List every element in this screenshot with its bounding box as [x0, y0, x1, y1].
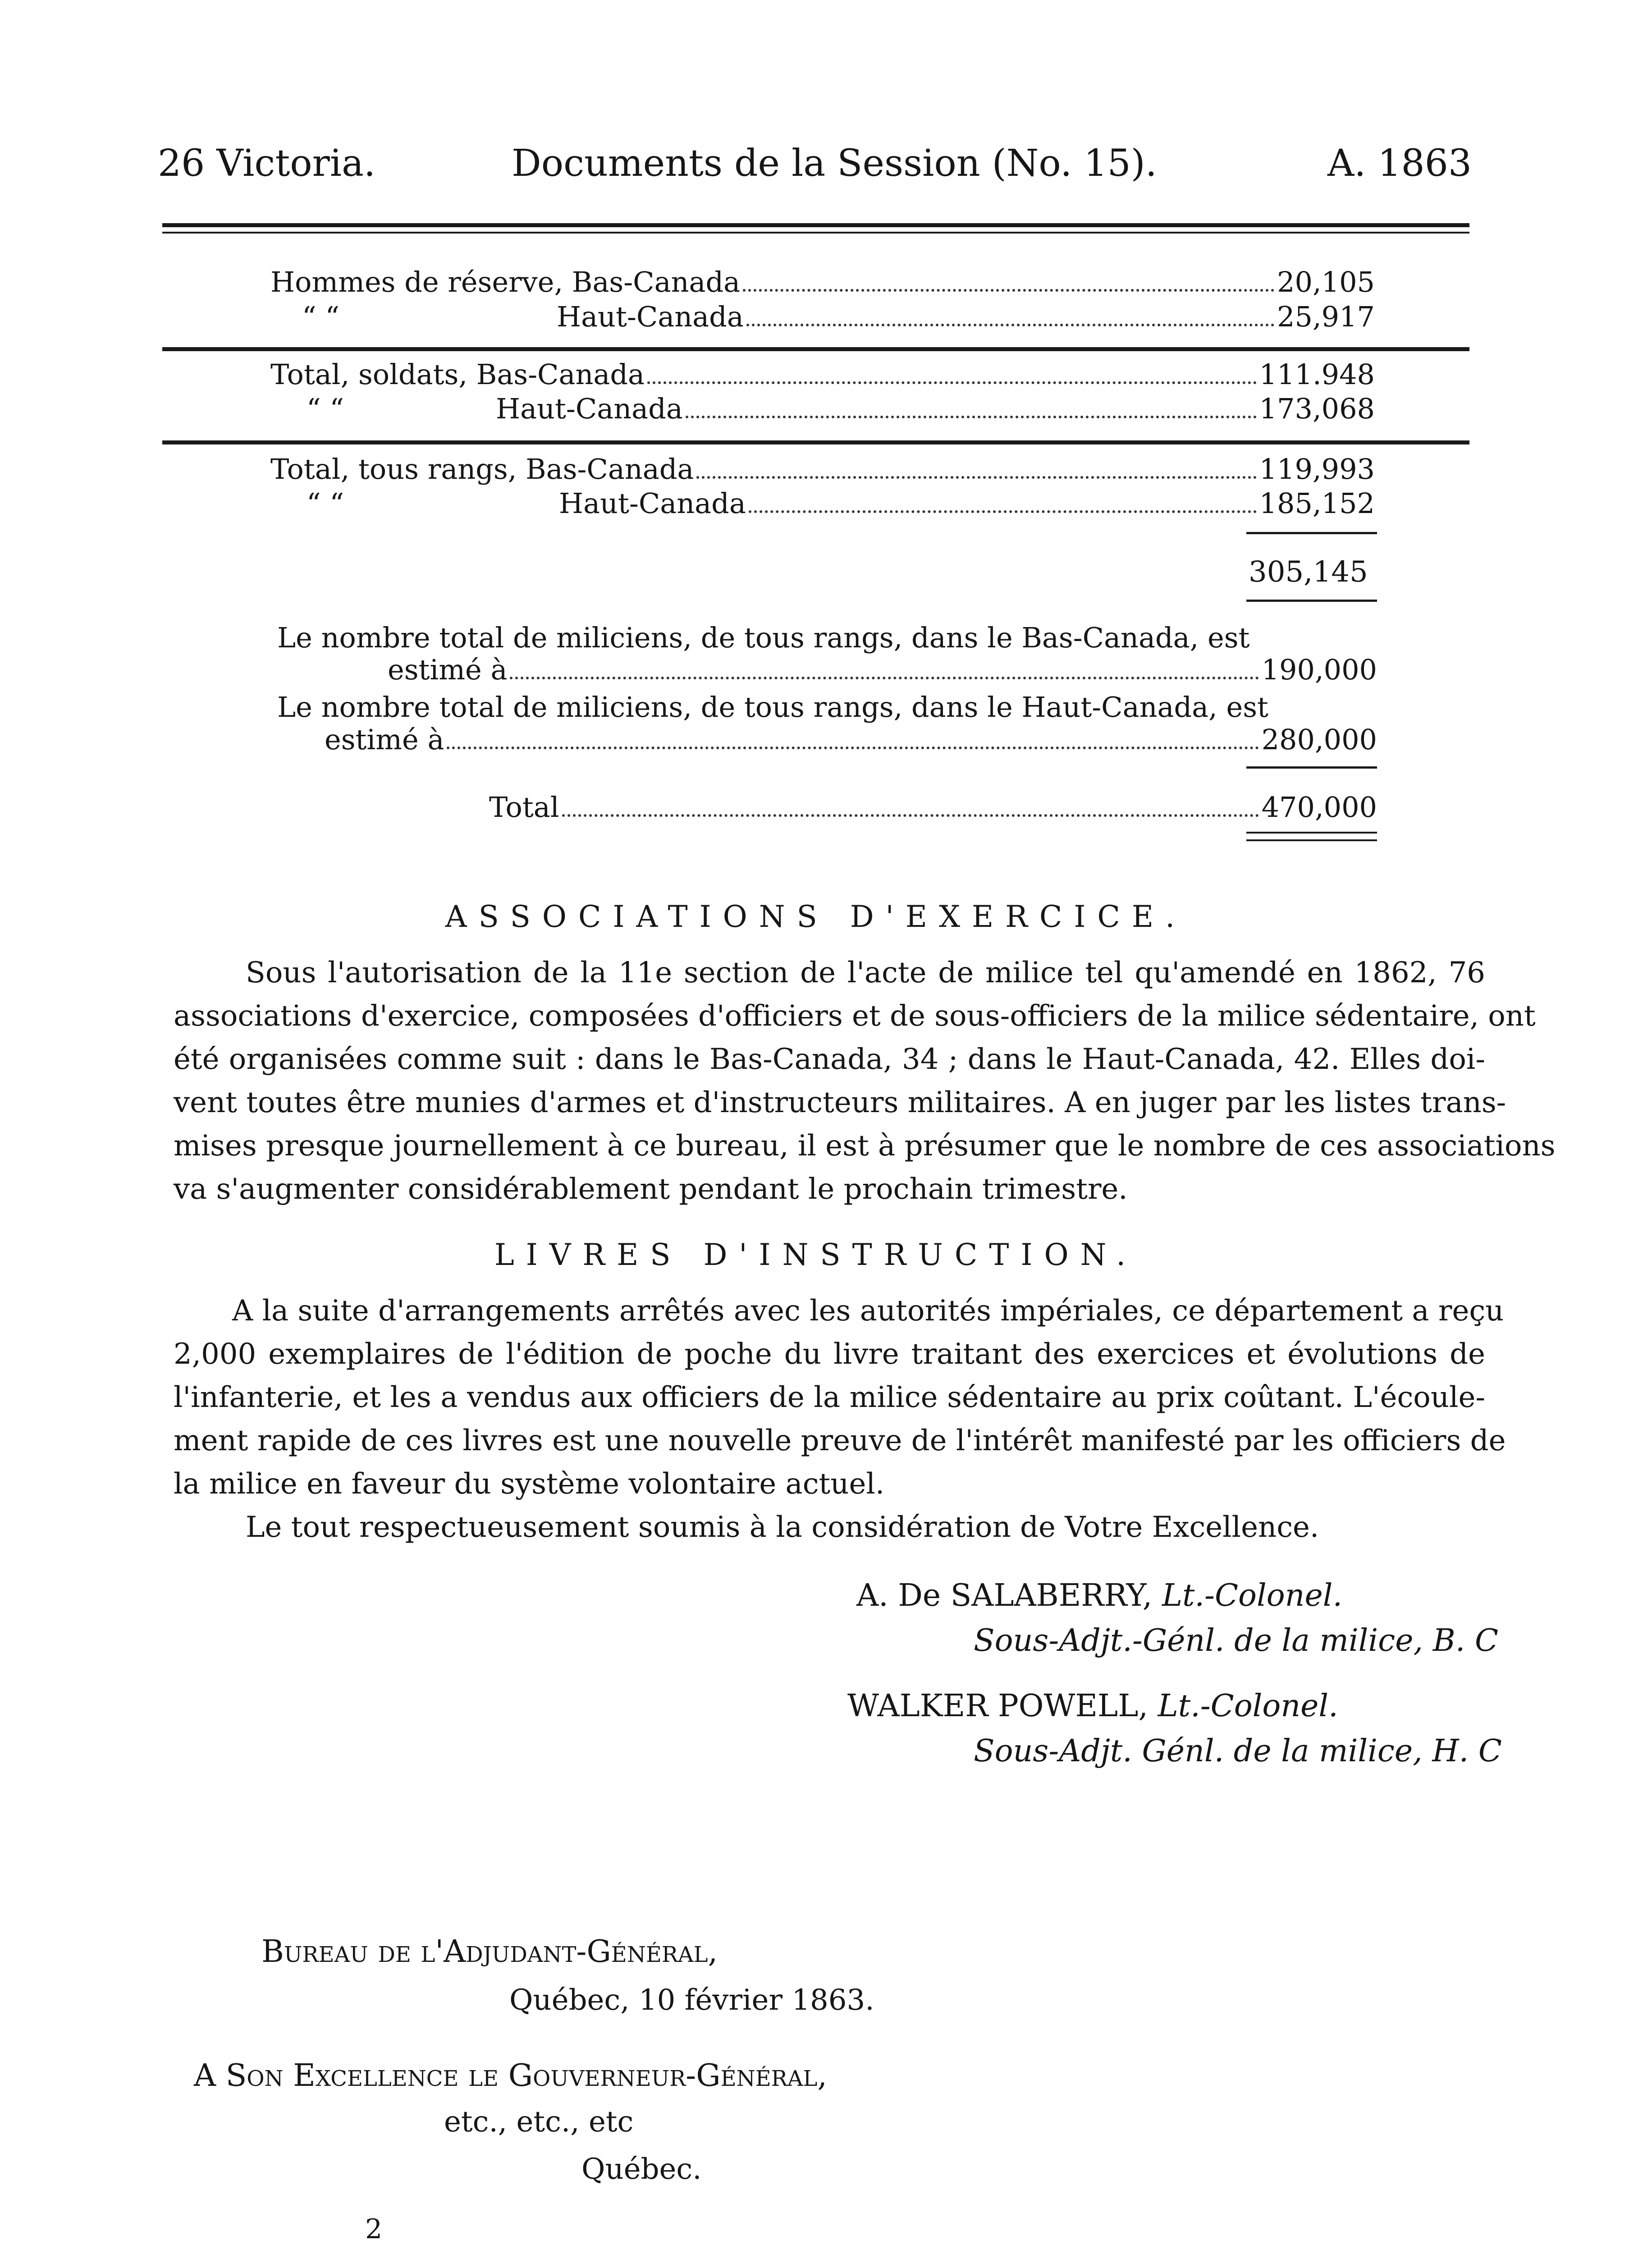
sum-line: [1246, 532, 1377, 534]
text-line: été organisées comme suit : dans le Bas-Canada, 34 ; dans le Haut-Canada, 42. Elles doi-: [174, 1043, 1485, 1076]
dot-leader: [749, 510, 1257, 513]
text-line: mises presque journellement à ce bureau, il est à présumer que le nombre de ces associations: [174, 1129, 1556, 1163]
text-line: 2,000 exemplaires de l'édition de poche du livre traitant des exercices et évolutions de: [174, 1338, 1485, 1371]
header-right: A. 1863: [1327, 142, 1472, 185]
header-left: 26 Victoria.: [158, 142, 376, 185]
table-row: [270, 455, 1375, 485]
text-line: la milice en faveur du système volontaire actuel.: [174, 1467, 885, 1501]
sum-line: [1246, 766, 1377, 769]
paragraph: [174, 951, 1556, 1211]
table-row: [270, 487, 1375, 520]
dot-leader: [562, 814, 1259, 817]
table-row: [489, 793, 1377, 823]
dot-leader: [696, 476, 1256, 479]
row-value: 20,105: [1277, 266, 1375, 298]
row-value: 280,000: [1261, 723, 1377, 756]
row-label: estimé à: [325, 723, 444, 756]
table-row: [270, 392, 1375, 425]
page-number: 2: [365, 2213, 383, 2245]
text-line: vent toutes être munies d'armes et d'instructeurs militaires. A en juger par les listes trans-: [174, 1086, 1506, 1119]
row-label: Haut-Canada: [557, 300, 744, 333]
double-rule: [1246, 839, 1377, 841]
city-line: Québec.: [581, 2153, 702, 2186]
text-line: associations d'exercice, composées d'officiers et de sous-officiers de la milice sédentaire, ont: [174, 999, 1536, 1033]
text-line: ment rapide de ces livres est une nouvelle preuve de l'intérêt manifesté par les officiers de: [174, 1424, 1506, 1457]
row-label: Hommes de réserve, Bas-Canada: [270, 266, 741, 298]
table-row: [325, 723, 1377, 756]
etc-line: etc., etc., etc: [444, 2105, 634, 2139]
signature-rank: Lt.-Colonel.: [1162, 1578, 1343, 1613]
table-row: [270, 300, 1375, 333]
section-rule: [162, 347, 1469, 351]
header-center: Documents de la Session (No. 15).: [512, 142, 1157, 185]
sum-line: [1246, 600, 1377, 602]
ditto-marks: “ “: [302, 300, 340, 333]
text-line: Sous l'autorisation de la 11e section de l'acte de milice tel qu'amendé en 1862, 76: [246, 956, 1485, 990]
section-heading: ASSOCIATIONS D'EXERCICE.: [445, 899, 1187, 934]
row-value: 25,917: [1277, 300, 1375, 333]
signature-rank: Lt.-Colonel.: [1158, 1688, 1338, 1724]
dot-leader: [447, 747, 1258, 749]
addressee-line: A Son Excellence le Gouverneur-Général,: [194, 2058, 827, 2094]
row-label: Haut-Canada: [496, 392, 683, 425]
dot-leader: [686, 416, 1257, 418]
row-value: 190,000: [1261, 653, 1377, 686]
grand-total: 305,145: [1249, 555, 1368, 589]
row-value: 119,993: [1259, 453, 1375, 486]
dot-leader: [510, 677, 1258, 679]
section-rule: [162, 440, 1469, 444]
signature-block: [847, 1688, 1338, 1724]
text-line: Le tout respectueusement soumis à la considération de Votre Excellence.: [246, 1511, 1319, 1544]
dot-leader: [746, 324, 1274, 326]
section-heading: LIVRES D'INSTRUCTION.: [494, 1237, 1138, 1272]
signature-title: Sous-Adjt. Génl. de la milice, H. C: [974, 1733, 1502, 1769]
table-row: [270, 268, 1375, 298]
row-value: 470,000: [1261, 791, 1377, 824]
signature-title: Sous-Adjt.-Génl. de la milice, B. C: [974, 1623, 1498, 1658]
table-row: [270, 358, 1375, 391]
header-rule-thick: [162, 223, 1469, 227]
text-line: l'infanterie, et les a vendus aux officiers de la milice sédentaire au prix coûtant. L'écoule-: [174, 1381, 1485, 1414]
signature-name: WALKER POWELL,: [847, 1688, 1148, 1724]
text-line: A la suite d'arrangements arrêtés avec les autorités impériales, ce département a reçu: [232, 1294, 1504, 1328]
row-label: estimé à: [388, 653, 508, 686]
date-line: Québec, 10 février 1863.: [509, 1984, 874, 2017]
row-label: Total, soldats, Bas-Canada: [270, 358, 645, 391]
row-value: 173,068: [1259, 392, 1375, 425]
table-row: [388, 653, 1377, 686]
signature-name: A. De SALABERRY,: [856, 1578, 1153, 1613]
bureau-line: Bureau de l'Adjudant-Général,: [261, 1934, 718, 1970]
estimate-bas-line: Le nombre total de miliciens, de tous rangs, dans le Bas-Canada, est: [277, 621, 1250, 654]
ditto-marks: “ “: [307, 392, 344, 425]
header-rule-thin: [162, 232, 1469, 234]
row-value: 111.948: [1259, 358, 1375, 391]
paragraph: [174, 1289, 1506, 1549]
row-value: 185,152: [1259, 487, 1375, 520]
signature-block: [856, 1578, 1342, 1613]
estimate-haut-line: Le nombre total de miliciens, de tous rangs, dans le Haut-Canada, est: [277, 691, 1268, 724]
dot-leader: [743, 289, 1274, 292]
double-rule: [1246, 832, 1377, 834]
row-label: Haut-Canada: [559, 487, 746, 520]
ditto-marks: “ “: [307, 487, 344, 520]
row-label: Total, tous rangs, Bas-Canada: [270, 453, 694, 486]
row-label: Total: [489, 791, 559, 824]
dot-leader: [647, 381, 1257, 384]
text-line: va s'augmenter considérablement pendant le prochain trimestre.: [174, 1173, 1128, 1206]
